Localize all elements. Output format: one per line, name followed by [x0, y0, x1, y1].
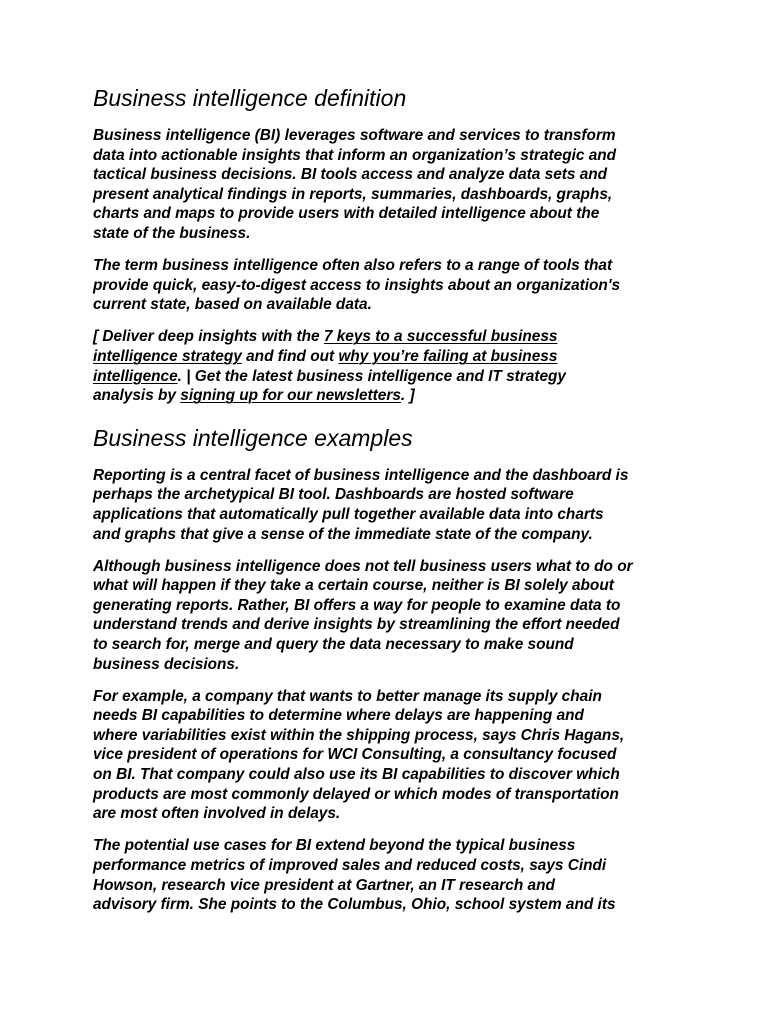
- text-run: state of the business.: [93, 224, 251, 242]
- text-run: on BI. That company could also use its BI capabilities to discover which: [93, 766, 620, 784]
- text-line: [93, 895, 693, 915]
- text-run: Howson, research vice president at Gartner, an IT research and: [93, 876, 555, 894]
- text-run: provide quick, easy-to-digest access to insights about an organization's: [93, 276, 621, 294]
- text-line: [93, 224, 693, 244]
- inline-link[interactable]: intelligence: [93, 367, 178, 385]
- text-run: perhaps the archetypical BI tool. Dashboards are hosted software: [93, 486, 574, 504]
- document-page: [93, 84, 693, 927]
- text-run: vice president of operations for WCI Consulting, a consultancy focused: [93, 746, 617, 764]
- text-line: [93, 836, 693, 856]
- text-run: Reporting is a central facet of business intelligence and the dashboard is: [93, 466, 629, 484]
- text-line: [93, 204, 693, 224]
- text-line: [93, 386, 693, 406]
- text-line: [93, 687, 693, 707]
- text-line: [93, 505, 693, 525]
- text-run: The potential use cases for BI extend beyond the typical business: [93, 837, 576, 855]
- text-line: [93, 327, 693, 347]
- text-run: performance metrics of improved sales and reduced costs, says Cindi: [93, 856, 607, 874]
- paragraph: [93, 466, 693, 544]
- text-line: [93, 785, 693, 805]
- text-line: [93, 525, 693, 545]
- paragraph: [93, 126, 693, 244]
- text-line: [93, 557, 693, 577]
- inline-link[interactable]: signing up for our newsletters: [180, 387, 401, 405]
- text-run: The term business intelligence often also refers to a range of tools that: [93, 257, 613, 275]
- text-run: Business intelligence (BI) leverages software and services to transform: [93, 127, 616, 144]
- text-line: [93, 745, 693, 765]
- text-line: [93, 485, 693, 505]
- paragraph: [93, 687, 693, 824]
- text-line: [93, 804, 693, 824]
- inline-link[interactable]: intelligence strategy: [93, 347, 242, 365]
- text-run: and graphs that give a sense of the immediate state of the company.: [93, 525, 593, 543]
- text-run: [ Deliver deep insights with the: [93, 328, 324, 346]
- text-run: understand trends and derive insights by streamlining the effort needed: [93, 616, 620, 634]
- inline-link[interactable]: 7 keys to a successful business: [323, 328, 558, 346]
- text-run: data into actionable insights that inform an organization’s strategic and: [93, 146, 617, 164]
- text-line: [93, 466, 693, 486]
- text-line: [93, 576, 693, 596]
- text-line: [93, 726, 693, 746]
- text-run: Although business intelligence does not tell business users what to do or: [93, 557, 633, 575]
- text-run: to search for, merge and query the data necessary to make sound: [93, 635, 574, 653]
- text-run: current state, based on available data.: [93, 296, 372, 314]
- text-line: [93, 765, 693, 785]
- text-run: present analytical findings in reports, summaries, dashboards, graphs,: [93, 185, 613, 203]
- paragraph: [93, 836, 693, 914]
- text-run: . ]: [400, 387, 415, 405]
- text-run: where variabilities exist within the shipping process, says Chris Hagans,: [93, 726, 625, 744]
- text-line: [93, 256, 693, 276]
- text-run: . | Get the latest business intelligence and IT strategy: [177, 367, 566, 385]
- text-line: [93, 126, 693, 146]
- paragraph: [93, 327, 693, 405]
- text-line: [93, 615, 693, 635]
- text-line: [93, 706, 693, 726]
- text-run: applications that automatically pull together available data into charts: [93, 505, 604, 523]
- text-line: [93, 876, 693, 896]
- text-line: [93, 276, 693, 296]
- text-run: advisory firm. She points to the Columbus, Ohio, school system and its: [93, 896, 616, 914]
- text-line: [93, 295, 693, 315]
- text-run: products are most commonly delayed or which modes of transportation: [93, 785, 619, 803]
- text-run: For example, a company that wants to better manage its supply chain: [93, 687, 602, 705]
- text-run: analysis by: [93, 387, 181, 405]
- heading-definition: Business intelligence definition: [93, 85, 407, 111]
- text-line: [93, 596, 693, 616]
- text-run: needs BI capabilities to determine where delays are happening and: [93, 707, 584, 725]
- text-line: [93, 635, 693, 655]
- text-line: [93, 185, 693, 205]
- text-run: and find out: [241, 347, 339, 365]
- heading-examples: Business intelligence examples: [93, 424, 413, 451]
- paragraph: [93, 256, 693, 315]
- text-run: business decisions.: [93, 655, 240, 673]
- text-line: [93, 347, 693, 367]
- text-line: [93, 367, 693, 387]
- text-run: what will happen if they take a certain course, neither is BI solely about: [93, 577, 614, 595]
- text-run: charts and maps to provide users with detailed intelligence about the: [93, 205, 600, 223]
- text-run: are most often involved in delays.: [93, 805, 341, 823]
- text-line: [93, 856, 693, 876]
- text-line: [93, 165, 693, 185]
- paragraph: [93, 557, 693, 675]
- text-run: tactical business decisions. BI tools access and analyze data sets and: [93, 166, 608, 184]
- text-run: generating reports. Rather, BI offers a way for people to examine data to: [93, 596, 621, 614]
- text-line: [93, 655, 693, 675]
- inline-link[interactable]: why you’re failing at business: [338, 347, 558, 365]
- text-line: [93, 146, 693, 166]
